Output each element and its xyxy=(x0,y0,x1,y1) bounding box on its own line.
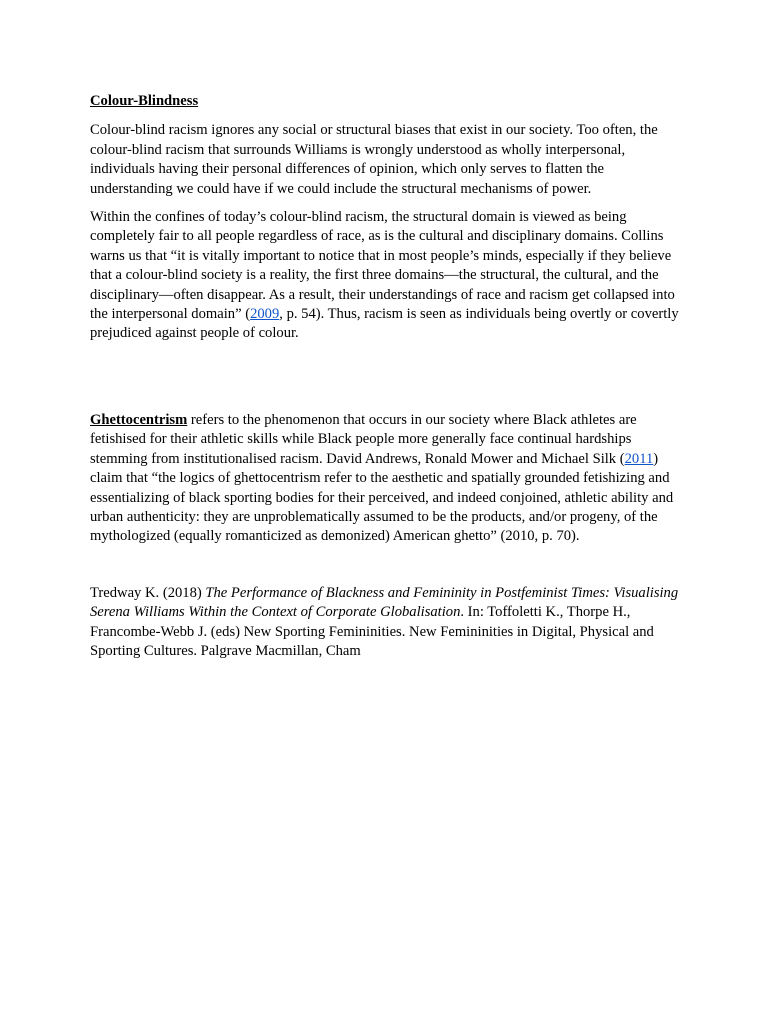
spacer xyxy=(90,556,680,584)
section-heading-colour-blindness: Colour-Blindness xyxy=(90,93,199,109)
citation-link-2009[interactable]: 2009 xyxy=(250,306,280,323)
reference-citation xyxy=(90,584,680,662)
term-ghettocentrism: Ghettocentrism xyxy=(90,411,188,428)
paragraph-ghettocentrism xyxy=(90,411,680,547)
paragraph-text-before-link: Within the confines of today’s colour-blind racism, the structural domain is viewed as being completely fair to all people regardless of race, as is the cultural and disciplinary domains. Collins warns us that “it is vitally important to notice that in most people’s minds, especially if they believe that a colour-blind society is a reality, the first three domains—the structural, the cultural, and the disciplinary—often disappear. As a result, their understandings of race and racism get collapsed into the interpersonal domain” ( xyxy=(90,209,675,323)
paragraph-text-after-link: ) claim that “the logics of ghettocentrism refer to the aesthetic and spatially grounded fetishizing and essentializing of black sporting bodies for their perceived, and indeed conjoined, athletic ability and urban authenticity: they are unproblematically assumed to be the products, and/or progeny, of the mythologized (equally romanticized as demonized) American ghetto” (2010, p. 70). xyxy=(90,450,674,545)
citation-title: The Performance of Blackness and Femininity in Postfeminist Times: Visualising Serena Williams Within the Context of Corporate Globalisation xyxy=(90,584,679,621)
spacer xyxy=(90,353,680,411)
citation-link-2011[interactable]: 2011 xyxy=(624,450,654,467)
citation-details: . In: Toffoletti K., Thorpe H., Francombe-Webb J. (eds) New Sporting Femininities. New Femininities in Digital, Physical and Sporting Cultures. Palgrave Macmillan, Cham xyxy=(90,604,654,659)
paragraph-structural-domain xyxy=(90,208,680,344)
paragraph-text-after-link: , p. 54). Thus, racism is seen as individuals being overtly or covertly prejudiced against people of colour. xyxy=(90,306,679,342)
citation-author: Tredway K. (2018) xyxy=(90,584,206,601)
paragraph-text-before-link: refers to the phenomenon that occurs in our society where Black athletes are fetishised for their athletic skills while Black people more generally face continual hardships stemming from institutionalised racism. David Andrews, Ronald Mower and Michael Silk ( xyxy=(90,411,637,467)
paragraph-colour-blind-racism: Colour-blind racism ignores any social or structural biases that exist in our society. Too often, the colour-blind racism that surrounds Williams is wrongly understood as wholly interpersonal, individuals having their personal differences of opinion, which only serves to flatten the understanding we could have if we could include the structural mechanisms of power. xyxy=(90,122,658,197)
document-page xyxy=(90,92,680,670)
